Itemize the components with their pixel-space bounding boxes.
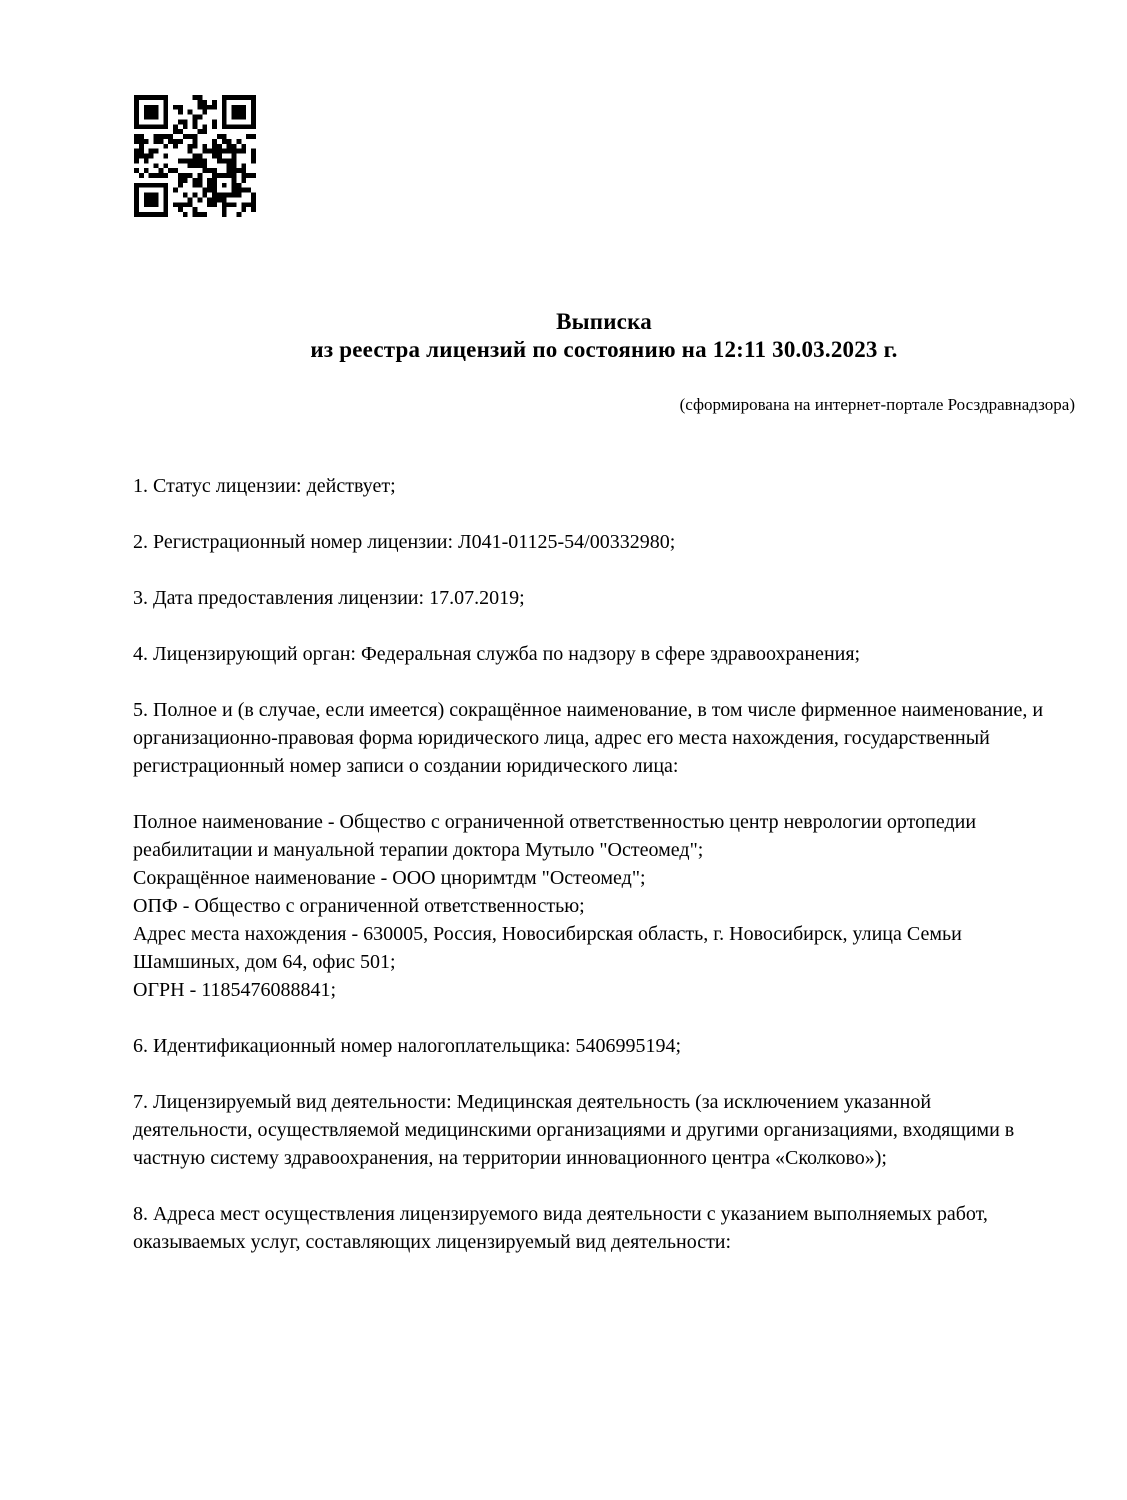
document-subtitle: (сформирована на интернет-портале Росздравнадзора) (679, 395, 1075, 414)
line-address: Адрес места нахождения - 630005, Россия, Новосибирская область, г. Новосибирск, улица Семьи Шамшиных, дом 64, офис 501; (133, 923, 962, 973)
document-content (133, 0, 1075, 1256)
paragraph-grant-date: 3. Дата предоставления лицензии: 17.07.2019; (133, 587, 525, 609)
document-title (133, 308, 1075, 364)
line-opf: ОПФ - Общество с ограниченной ответственностью; (133, 895, 585, 917)
line-full-name: Полное наименование - Общество с ограниченной ответственностью центр неврологии ортопедии реабилитации и мануальной терапии доктора Мутыло "Остеомед"; (133, 811, 977, 861)
paragraph-licensing-authority: 4. Лицензирующий орган: Федеральная служба по надзору в сфере здравоохранения; (133, 643, 861, 665)
paragraph-name-section-heading: 5. Полное и (в случае, если имеется) сокращённое наименование, в том числе фирменное наименование, и организационно-правовая форма юридического лица, адрес его места нахождения, государственный регистрационный номер записи о создании юридического лица: (133, 699, 1044, 777)
title-line-2: из реестра лицензий по состоянию на 12:11 30.03.2023 г. (310, 337, 898, 362)
paragraph-license-status: 1. Статус лицензии: действует; (133, 475, 396, 497)
paragraph-addresses-heading: 8. Адреса мест осуществления лицензируемого вида деятельности с указанием выполняемых работ, оказываемых услуг, составляющих лицензируемый вид деятельности: (133, 1203, 988, 1253)
paragraph-inn: 6. Идентификационный номер налогоплательщика: 5406995194; (133, 1035, 682, 1057)
paragraph-activity-type: 7. Лицензируемый вид деятельности: Медицинская деятельность (за исключением указанной деятельности, осуществляемой медицинскими организациями и другими организациями, входящими в частную систему здравоохранения, на территории инновационного центра «Сколково»); (133, 1091, 1015, 1169)
line-short-name: Сокращённое наименование - ООО цноримтдм "Остеомед"; (133, 867, 646, 889)
line-ogrn: ОГРН - 1185476088841; (133, 979, 337, 1001)
title-line-1: Выписка (556, 309, 652, 334)
document-body (133, 472, 1049, 1256)
paragraph-registration-number: 2. Регистрационный номер лицензии: Л041-01125-54/00332980; (133, 531, 676, 553)
